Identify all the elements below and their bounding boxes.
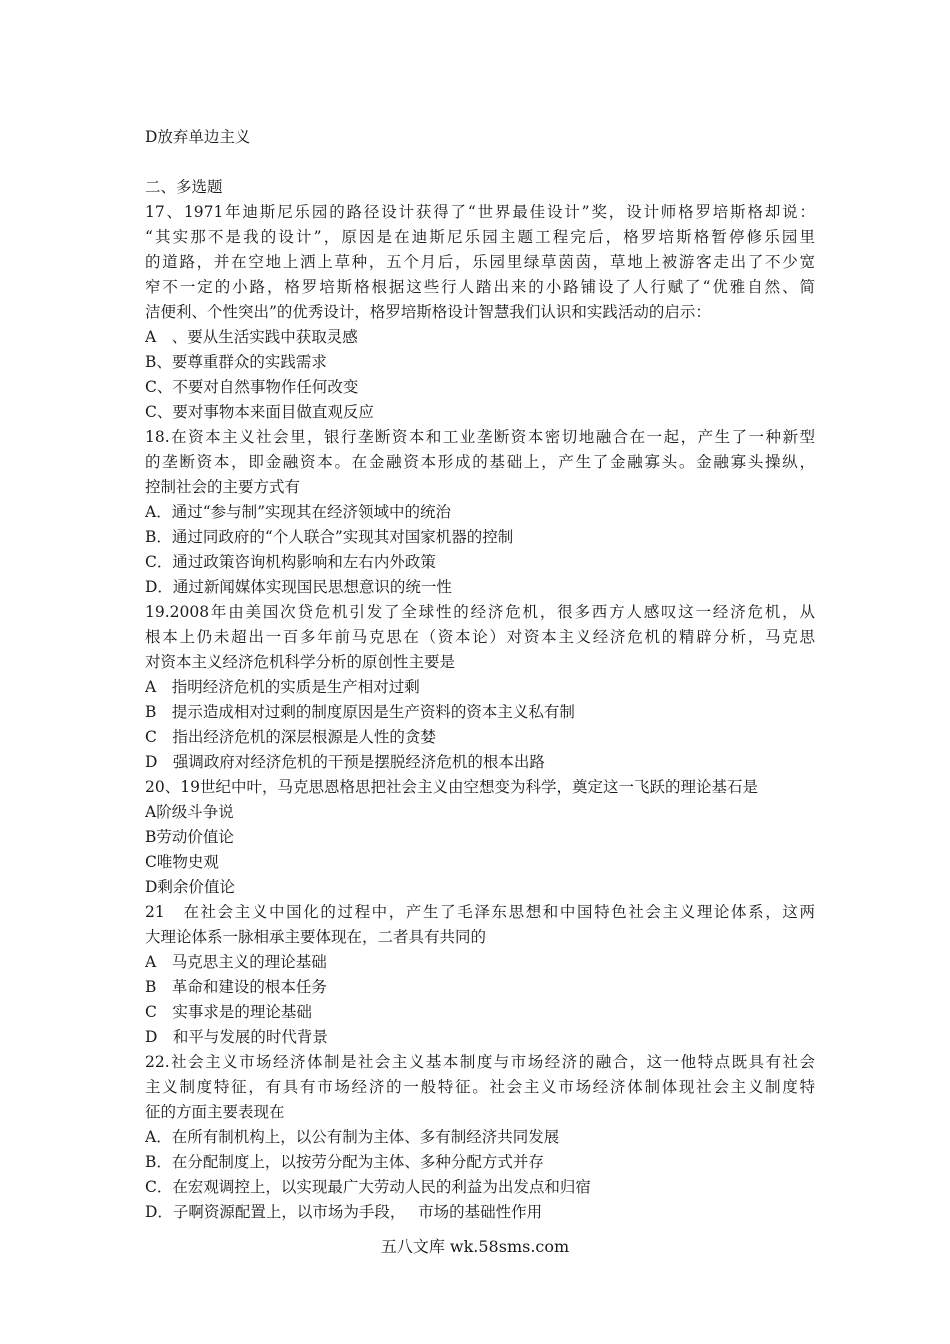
- q17-option-a: A 、要从生活实践中获取灵感: [145, 328, 358, 346]
- q21-option-d: D 和平与发展的时代背景: [145, 1028, 328, 1046]
- q22-stem-line: 征的方面主要表现在: [145, 1103, 285, 1121]
- section-title: 二、多选题: [145, 178, 223, 196]
- q22-option-c: C．在宏观调控上，以实现最广大劳动人民的利益为出发点和归宿: [145, 1178, 591, 1196]
- q18-option-d: D．通过新闻媒体实现国民思想意识的统一性: [145, 578, 452, 596]
- q22-option-a: A．在所有制机构上，以公有制为主体、多有制经济共同发展: [145, 1128, 560, 1146]
- q22-stem-line: 主义制度特征，有具有市场经济的一般特征。社会主义市场经济体制体现社会主义制度特: [145, 1078, 815, 1096]
- q20-option-c: C唯物史观: [145, 853, 219, 871]
- q21-option-c: C 实事求是的理论基础: [145, 1003, 312, 1021]
- q19-stem-line: 19.2008年由美国次贷危机引发了全球性的经济危机，很多西方人感叹这一经济危机，从: [145, 603, 815, 621]
- q20-option-a: A阶级斗争说: [145, 803, 234, 821]
- q17-stem-line: 窄不一定的小路，格罗培斯格根据这些行人踏出来的小路铺设了人行赋了“优雅自然、简: [145, 278, 815, 296]
- q22-option-d: D．子啊资源配置上，以市场为手段， 市场的基础性作用: [145, 1203, 543, 1221]
- q20-stem-line: 20、19世纪中叶，马克思恩格思把社会主义由空想变为科学，奠定这一飞跃的理论基石是: [145, 778, 758, 796]
- q18-stem-line: 18.在资本主义社会里，银行垄断资本和工业垄断资本密切地融合在一起，产生了一种新型: [145, 428, 815, 446]
- q19-option-b: B 提示造成相对过剩的制度原因是生产资料的资本主义私有制: [145, 703, 575, 721]
- footer-watermark: 五八文库 wk.58sms.com: [380, 1237, 570, 1256]
- q19-stem-line: 对资本主义经济危机科学分析的原创性主要是: [145, 653, 456, 671]
- q19-option-a: A 指明经济危机的实质是生产相对过剩: [145, 678, 420, 696]
- q17-stem-line: 17、1971年迪斯尼乐园的路径设计获得了“世界最佳设计”奖，设计师格罗培斯格却说：: [145, 203, 815, 221]
- q22-stem-line: 22.社会主义市场经济体制是社会主义基本制度与市场经济的融合，这一他特点既具有社会: [145, 1053, 815, 1071]
- q20-option-b: B劳动价值论: [145, 828, 234, 846]
- q18-option-a: A．通过“参与制”实现其在经济领域中的统治: [145, 503, 452, 521]
- q21-option-b: B 革命和建设的根本任务: [145, 978, 327, 996]
- q18-stem-line: 控制社会的主要方式有: [145, 478, 301, 496]
- q19-stem-line: 根本上仍未超出一百多年前马克思在（资本论）对资本主义经济危机的精辟分析，马克思: [145, 628, 815, 646]
- q19-option-c: C 指出经济危机的深层根源是人性的贪婪: [145, 728, 436, 746]
- q17-stem-line: 洁便利、个性突出”的优秀设计，格罗培斯格设计智慧我们认识和实践活动的启示：: [145, 303, 711, 321]
- q18-option-b: B．通过同政府的“个人联合”实现其对国家机器的控制: [145, 528, 514, 546]
- q17-stem-line: 的道路，并在空地上洒上草种，五个月后，乐园里绿草茵茵，草地上被游客走出了不少宽: [145, 253, 815, 271]
- q21-option-a: A 马克思主义的理论基础: [145, 953, 327, 971]
- q17-stem-line: “其实那不是我的设计”，原因是在迪斯尼乐园主题工程完后，格罗培斯格暂停修乐园里: [145, 228, 815, 246]
- q20-option-d: D剩余价值论: [145, 878, 235, 896]
- q17-option-c: C、不要对自然事物作任何改变: [145, 378, 359, 396]
- q21-stem-line: 21 在社会主义中国化的过程中，产生了毛泽东思想和中国特色社会主义理论体系，这两: [145, 903, 815, 921]
- q17-option-b: B、要尊重群众的实践需求: [145, 353, 327, 371]
- q22-option-b: B．在分配制度上，以按劳分配为主体、多种分配方式并存: [145, 1153, 544, 1171]
- q18-stem-line: 的垄断资本，即金融资本。在金融资本形成的基础上，产生了金融寡头。金融寡头操纵，: [145, 453, 815, 471]
- q19-option-d: D 强调政府对经济危机的干预是摆脱经济危机的根本出路: [145, 753, 545, 771]
- q17-option-c2: C、要对事物本来面目做直观反应: [145, 403, 374, 421]
- q21-stem-line: 大理论体系一脉相承主要体现在，二者具有共同的: [145, 928, 487, 946]
- q18-option-c: C．通过政策咨询机构影响和左右内外政策: [145, 553, 436, 571]
- previous-option-d: D放弃单边主义: [145, 128, 251, 146]
